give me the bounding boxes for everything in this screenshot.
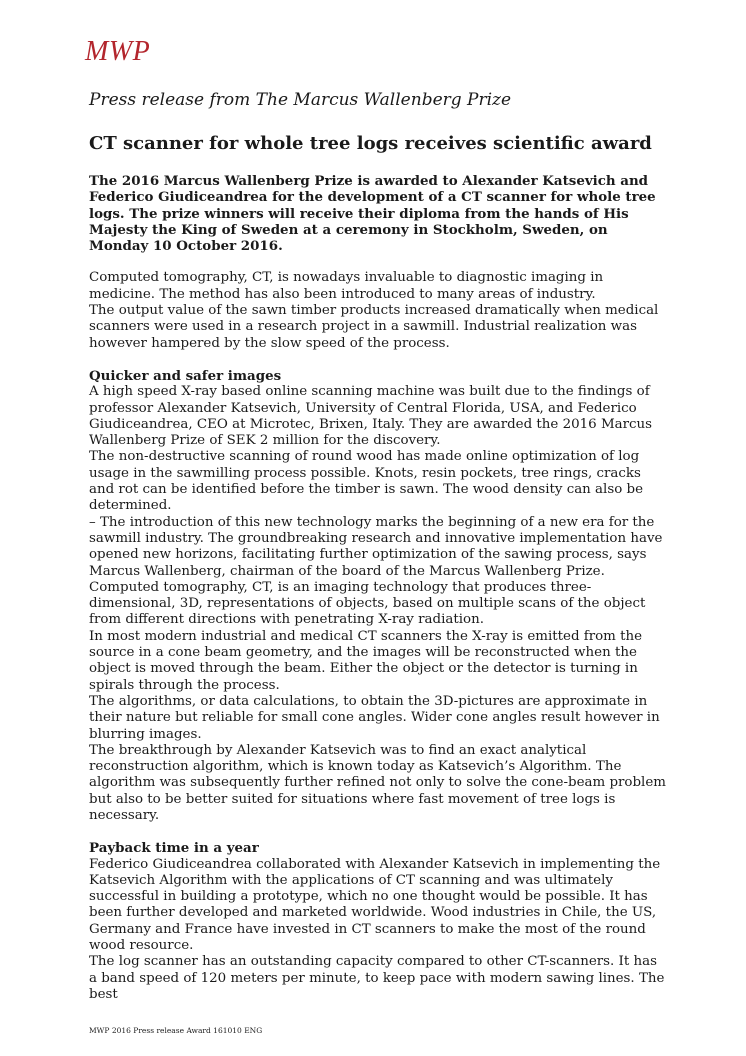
section-paragraph: In most modern industrial and medical CT scanners the X-ray is emitted from the source in a cone beam geometry, and the images will be reconstructed when the object is moved through the beam. Either the object or the detector is turning in spirals through the process. bbox=[89, 628, 643, 693]
section-quicker-safer bbox=[89, 368, 669, 824]
section-paragraph: The non-destructive scanning of round wood has made online optimization of log usage in the sawmilling process possible. Knots, resin pockets, tree rings, cracks and rot can be identified before the timber is sawn. The wood density can also be determined. bbox=[89, 449, 644, 514]
section-paragraph: Federico Giudiceandrea collaborated with Alexander Katsevich in implementing the Katsevich Algorithm with the applications of CT scanning and was ultimately successful in building a prototype, which no one thought would be possible. It has been further developed and marketed worldwide. Wood industries in Chile, the US, Germany and France have invested in CT scanners to make the most of the round wood resource. bbox=[89, 856, 661, 954]
press-release-subtitle: Press release from The Marcus Wallenberg Prize bbox=[89, 90, 512, 110]
article-title: CT scanner for whole tree logs receives scientific award bbox=[89, 133, 652, 154]
intro-paragraph: Computed tomography, CT, is nowadays invaluable to diagnostic imaging in medicine. The method has also been introduced to many areas of industry. bbox=[89, 270, 604, 302]
section-paragraph: – The introduction of this new technology marks the beginning of a new era for the sawmill industry. The groundbreaking research and innovative implementation have opened new horizons, facilitating further optimization of the sawing process, says Marcus Wallenberg, chairman of the board of the Marcus Wallenberg Prize. bbox=[89, 514, 663, 579]
section-paragraph: The algorithms, or data calculations, to obtain the 3D-pictures are approximate in their nature but reliable for small cone angles. Wider cone angles result however in blurring images. bbox=[89, 693, 660, 742]
intro-block bbox=[89, 270, 669, 351]
intro-paragraph: The output value of the sawn timber products increased dramatically when medical scanners were used in a research project in a sawmill. Industrial realization was however hampered by the slow speed of the process. bbox=[89, 303, 659, 351]
section-paragraph: A high speed X-ray based online scanning machine was built due to the findings of professor Alexander Katsevich, University of Central Florida, USA, and Federico Giudiceandrea, CEO at Microtec, Brixen, Italy. They are awarded the 2016 Marcus Wallenberg Prize of SEK 2 million for the discovery. bbox=[89, 384, 653, 449]
section-paragraph: The log scanner has an outstanding capacity compared to other CT-scanners. It has a band speed of 120 meters per minute, to keep pace with modern sawing lines. The best bbox=[89, 954, 665, 1002]
article-lead: The 2016 Marcus Wallenberg Prize is awarded to Alexander Katsevich and Federico Giudiceandrea for the development of a CT scanner for whole tree logs. The prize winners will receive their diploma from the hands of His Majesty the King of Sweden at a ceremony in Stockholm, Sweden, on Monday 10 October 2016. bbox=[89, 173, 656, 255]
section-paragraph: Computed tomography, CT, is an imaging technology that produces three-dimensional, 3D, representations of objects, based on multiple scans of the object from different directions with penetrating X-ray radiation. bbox=[89, 579, 646, 628]
press-release-page bbox=[85, 36, 669, 1003]
section-paragraph: The breakthrough by Alexander Katsevich was to find an exact analytical reconstruction algorithm, which is known today as Katsevich’s Algorithm. The algorithm was subsequently further refined not only to solve the cone-beam problem but also to be better suited for situations where fast movement of tree logs is necessary. bbox=[89, 742, 666, 823]
mwp-logo: MWP bbox=[85, 36, 151, 67]
section-payback-time bbox=[89, 840, 669, 1003]
page-footer: MWP 2016 Press release Award 161010 ENG bbox=[89, 1026, 263, 1035]
section-heading: Quicker and safer images bbox=[89, 367, 282, 384]
section-heading: Payback time in a year bbox=[89, 840, 259, 857]
